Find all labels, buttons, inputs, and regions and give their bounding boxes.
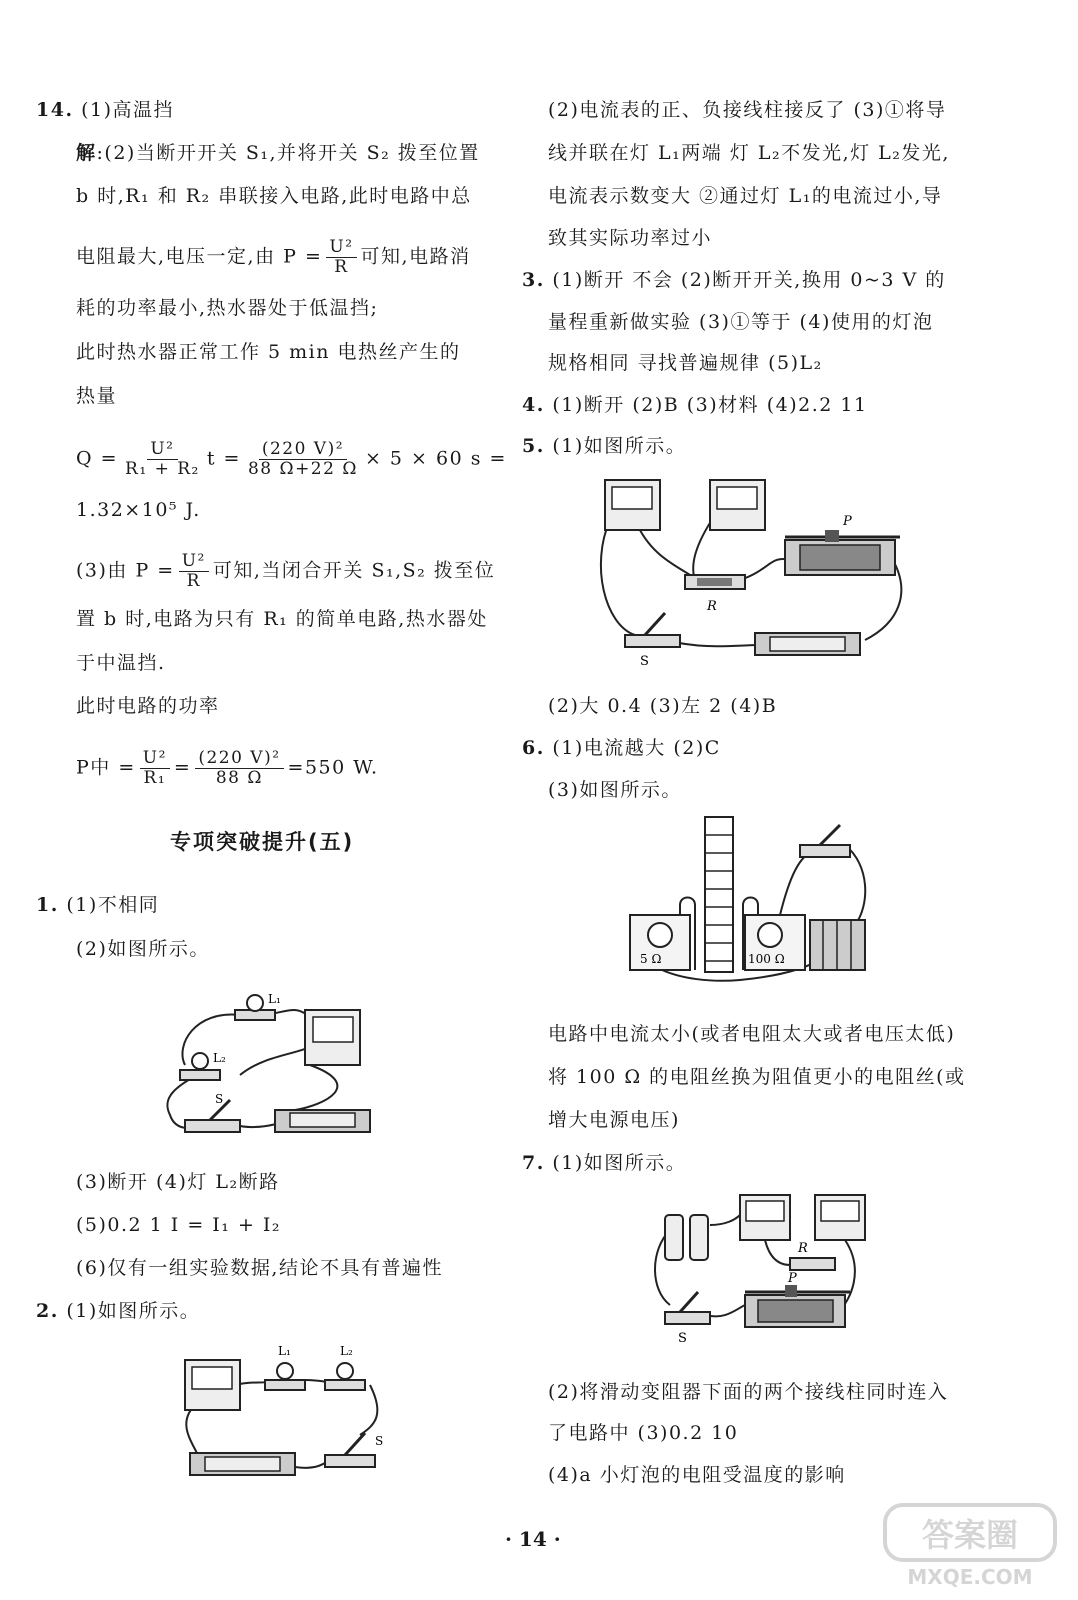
label-l2: L₂ [340, 1345, 353, 1358]
q14-line3: b 时,R₁ 和 R₂ 串联接入电路,此时电路中总 [76, 185, 472, 207]
watermark-logo [880, 1500, 1060, 1590]
q7-line4: (4)a 小灯泡的电阻受温度的影响 [548, 1464, 846, 1486]
page-number: · 14 · [505, 1527, 561, 1551]
circuit-figure-7 [650, 1190, 870, 1350]
label-p: P [843, 514, 852, 529]
q3-line2: 量程重新做实验 (3)①等于 (4)使用的灯泡 [548, 311, 934, 333]
q5-line1: 5. (1)如图所示。 [522, 435, 687, 457]
q2-cont-line1: (2)电流表的正、负接线柱接反了 (3)①将导 [548, 99, 947, 121]
q6-line4: 将 100 Ω 的电阻丝换为阻值更小的电阻丝(或 [548, 1066, 966, 1088]
circuit-figure-1 [155, 985, 395, 1145]
q14-equation1-result: 1.32×10⁵ J. [76, 499, 201, 521]
q6-line3: 电路中电流太小(或者电阻太大或者电压太低) [548, 1023, 956, 1045]
q14-line10: 置 b 时,电路为只有 R₁ 的简单电路,热水器处 [76, 608, 488, 630]
q7-line2: (2)将滑动变阻器下面的两个接线柱同时连入 [548, 1381, 949, 1403]
q14-line12: 此时电路的功率 [76, 695, 220, 717]
q2-cont-line4: 致其实际功率过小 [548, 227, 713, 249]
circuit-figure-6 [620, 815, 880, 995]
label-s: S [678, 1331, 687, 1346]
q6-line1: 6. (1)电流越大 (2)C [522, 737, 721, 759]
svg-text:答案圈: 答案圈 [921, 1516, 1019, 1554]
q14-line2: 解:(2)当断开开关 S₁,并将开关 S₂ 拨至位置 [76, 142, 480, 164]
section-title: 专项突破提升(五) [170, 830, 355, 854]
label-r: R [798, 1241, 808, 1256]
q7-line3: 了电路中 (3)0.2 10 [548, 1422, 739, 1444]
q6-line5: 增大电源电压) [548, 1109, 680, 1131]
q2-cont-line2: 线并联在灯 L₁两端 灯 L₂不发光,灯 L₂发光, [548, 142, 950, 164]
label-s: S [215, 1092, 224, 1106]
label-r: R [707, 599, 717, 614]
label-l1: L₁ [268, 992, 281, 1006]
q14-line5: 耗的功率最小,热水器处于低温挡; [76, 297, 379, 319]
label-s: S [375, 1434, 384, 1448]
q7-line1: 7. (1)如图所示。 [522, 1152, 687, 1174]
q14-line4: 电阻最大,电压一定,由 P = $\frac{\text{U²}}{R}$ 可知,电路消 [76, 237, 471, 277]
q14-line11: 于中温挡. [76, 652, 166, 674]
q14-line9: (3)由 P = $\frac{\text{U²}}{R}$ 可知,当闭合开关 S₁,S₂ 拨至位 [76, 551, 496, 591]
q2-line1: 2. (1)如图所示。 [36, 1300, 201, 1322]
q4-line1: 4. (1)断开 (2)B (3)材料 (4)2.2 11 [522, 394, 868, 416]
q14-equation1: Q = $\frac{\text{U²}}{\text{R₁ + R₂}}$ t = $\frac{\text{(220 V)²}}{88 \Omega+22 \Omega}$ × 5 × 60 s = [76, 439, 507, 479]
q3-line1: 3. (1)断开 不会 (2)断开开关,换用 0~3 V 的 [522, 269, 946, 291]
label-5ohm: 5 Ω [640, 952, 662, 966]
q14-equation2: P中 = $\frac{\text{U²}}{\text{R₁}}$ = $\frac{\text{(220 V)²}}{88 \Omega}$ =550 W. [76, 748, 379, 788]
q1-line1: 1. (1)不相同 [36, 894, 160, 916]
q2-cont-line3: 电流表示数变大 ②通过灯 L₁的电流过小,导 [548, 185, 943, 207]
q6-line2: (3)如图所示。 [548, 779, 682, 801]
label-p: P [788, 1271, 797, 1286]
label-l1: L₁ [278, 1345, 291, 1358]
q5-line2: (2)大 0.4 (3)左 2 (4)B [548, 695, 778, 717]
label-100ohm: 100 Ω [748, 952, 785, 966]
q1-line4: (5)0.2 1 I = I₁ + I₂ [76, 1214, 282, 1236]
q1-line3: (3)断开 (4)灯 L₂断路 [76, 1171, 280, 1193]
circuit-figure-2 [175, 1345, 405, 1480]
q1-line5: (6)仅有一组实验数据,结论不具有普遍性 [76, 1257, 443, 1279]
svg-text:MXQE.COM: MXQE.COM [907, 1565, 1033, 1589]
q3-line3: 规格相同 寻找普遍规律 (5)L₂ [548, 352, 823, 374]
circuit-figure-5 [595, 475, 915, 670]
q14-line6: 此时热水器正常工作 5 min 电热丝产生的 [76, 341, 461, 363]
q14-line1: 14. (1)高温挡 [36, 99, 175, 121]
label-s: S [640, 654, 649, 669]
q14-line7: 热量 [76, 385, 118, 407]
label-l2: L₂ [213, 1051, 226, 1065]
q1-line2: (2)如图所示。 [76, 938, 210, 960]
